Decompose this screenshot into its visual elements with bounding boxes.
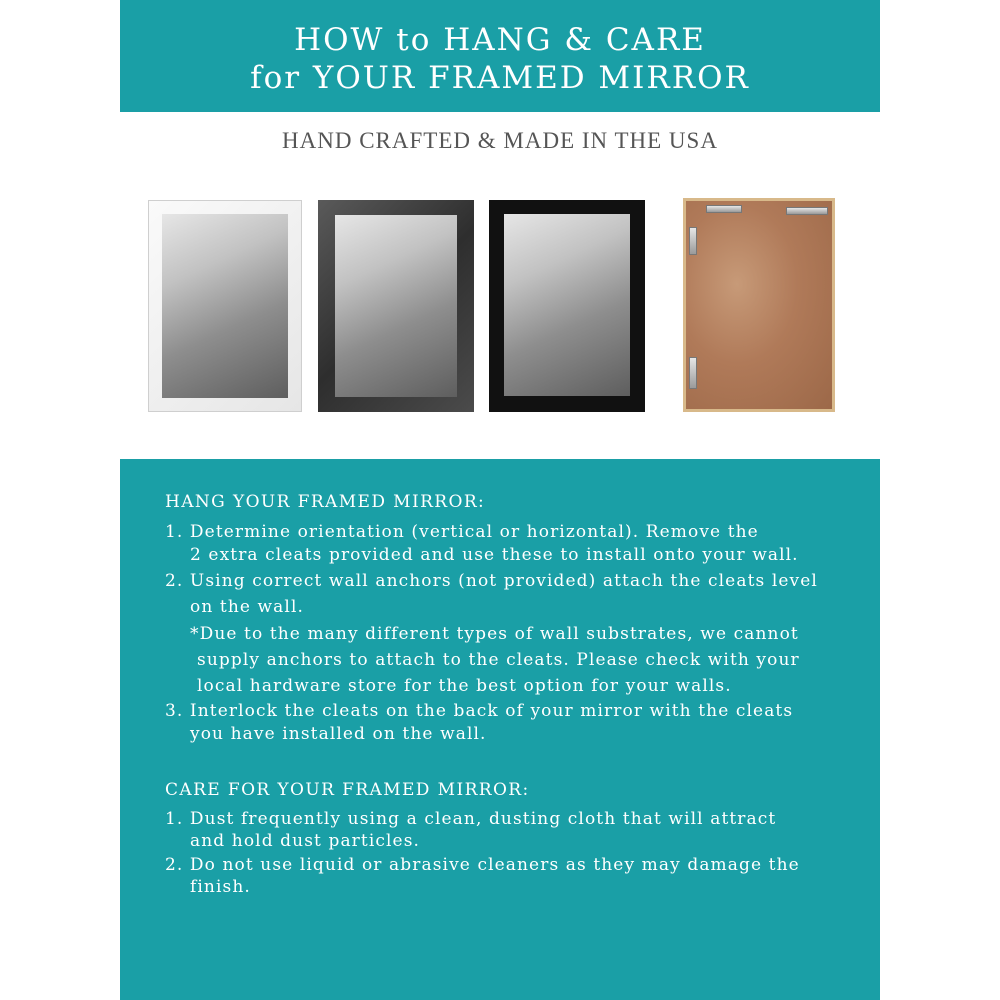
hang-line: on the wall.	[190, 597, 304, 617]
hang-section-title: HANG YOUR FRAMED MIRROR:	[165, 492, 486, 512]
cleat-side-lower	[689, 357, 697, 389]
black-frame-mirror	[489, 200, 645, 412]
mirror-glass	[335, 215, 457, 397]
hang-note-line: local hardware store for the best option for your walls.	[197, 676, 732, 696]
title-line-2: for YOUR FRAMED MIRROR	[250, 60, 750, 96]
mirror-glass	[504, 214, 630, 396]
hang-line: 1. Determine orientation (vertical or horizontal). Remove the	[165, 522, 759, 542]
care-line: 2. Do not use liquid or abrasive cleaners as they may damage the	[165, 855, 800, 875]
white-frame-mirror	[148, 200, 302, 412]
cleat-side-upper	[689, 227, 697, 255]
hang-line: 2 extra cleats provided and use these to install onto your wall.	[190, 545, 799, 565]
mirror-back-with-cleats	[683, 198, 835, 412]
hang-line: you have installed on the wall.	[190, 724, 487, 744]
hang-note-line: supply anchors to attach to the cleats. Please check with your	[197, 650, 800, 670]
care-line: 1. Dust frequently using a clean, dusting cloth that will attract	[165, 809, 777, 829]
hang-note-line: *Due to the many different types of wall substrates, we cannot	[190, 624, 799, 644]
made-in-usa-subtitle: HAND CRAFTED & MADE IN THE USA	[282, 128, 718, 153]
care-line: finish.	[190, 877, 251, 897]
cleat-top-right	[786, 207, 828, 215]
title-banner	[120, 0, 880, 112]
title-line-1: HOW to HANG & CARE	[294, 22, 706, 58]
mirror-glass	[162, 214, 288, 398]
cleat-top-left	[706, 205, 742, 213]
pewter-frame-mirror	[318, 200, 474, 412]
hang-line: 2. Using correct wall anchors (not provided) attach the cleats level	[165, 571, 818, 591]
care-section-title: CARE FOR YOUR FRAMED MIRROR:	[165, 780, 530, 800]
instructions-panel	[120, 459, 880, 1000]
hang-line: 3. Interlock the cleats on the back of your mirror with the cleats	[165, 701, 794, 721]
care-line: and hold dust particles.	[190, 831, 421, 851]
